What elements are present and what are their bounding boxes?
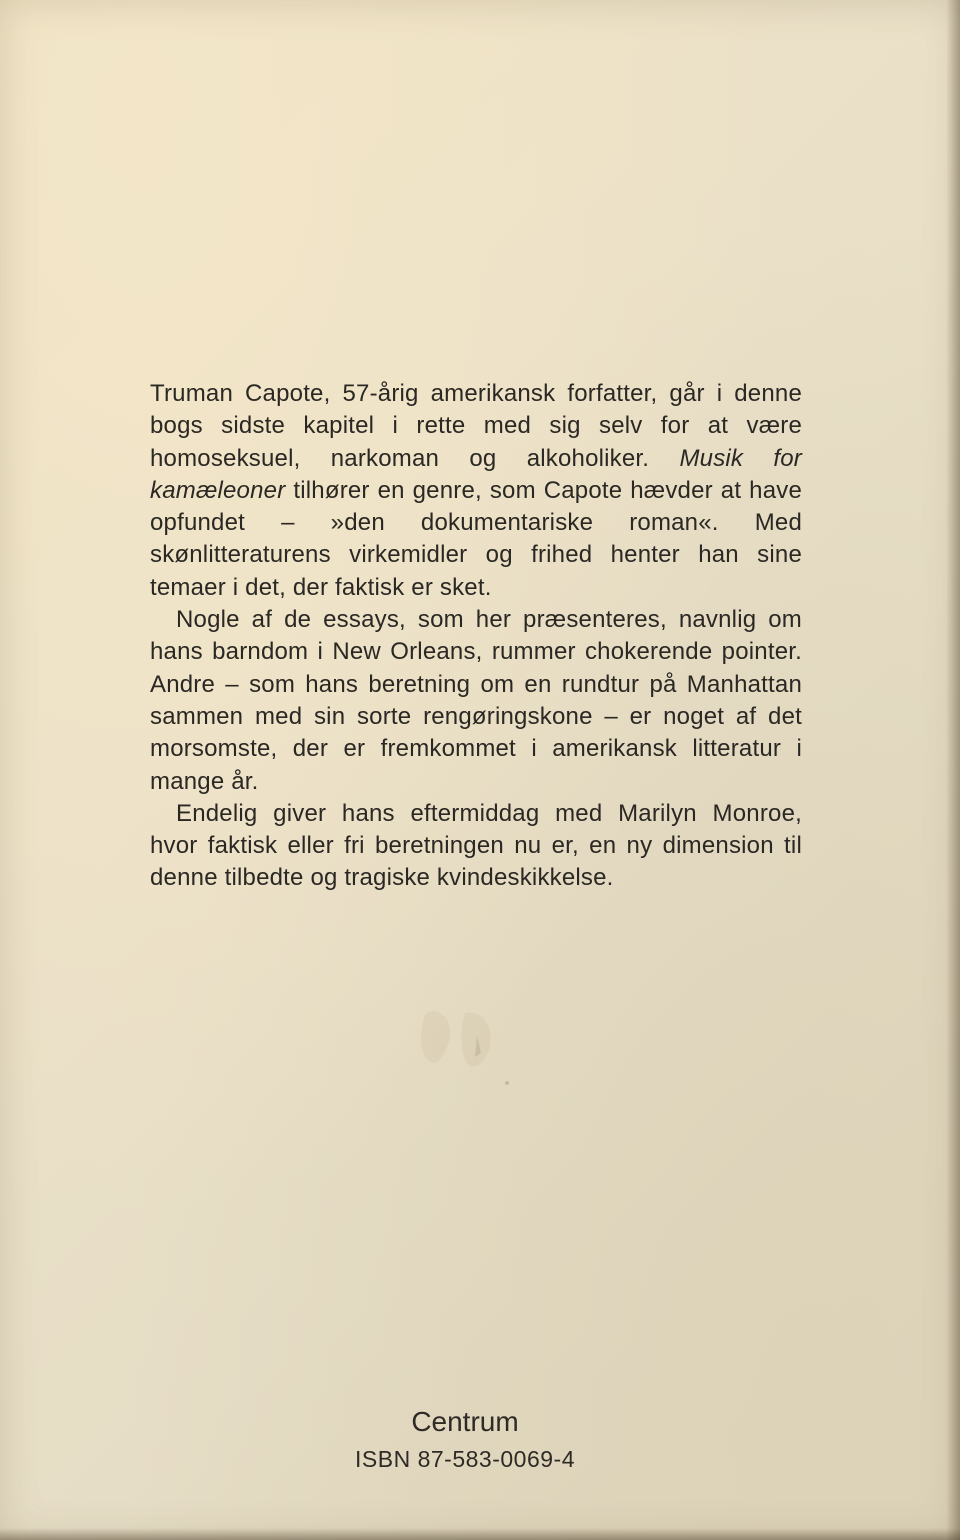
blurb-paragraph-1 (150, 378, 802, 604)
cover-edge-shadow-bottom (0, 1528, 960, 1540)
blurb-text (150, 378, 802, 895)
publisher-name: Centrum (411, 1406, 519, 1437)
cover-edge-shadow-right (946, 0, 960, 1540)
blurb-paragraph-2: Nogle af de essays, som her præsenteres, navnlig om hans barndom i New Orleans, rummer chokerende pointer. Andre – som hans beretning om en rundtur på Manhattan sammen med sin sorte rengøringskone – er noget af det morsomste, der er fremkommet i amerikansk litteratur i mange år. (150, 606, 802, 795)
blurb-p1-end: tilhører en genre, som Capote hævder at have opfundet – »den dokumentariske roman«. Med skønlitteraturens virkemidler og frihed henter han sine temaer i det, der faktisk er sket. (150, 476, 802, 601)
stain-mark (395, 995, 525, 1095)
blurb-p1-start: Truman Capote, 57-årig amerikansk forfatter, går i denne bogs sidste kapitel i rette med sig selv for at være homoseksuel, narkoman og alkoholiker. (150, 380, 802, 472)
book-title-italic: Musik for kamæleoner (150, 444, 803, 504)
blurb-paragraph-3: Endelig giver hans eftermiddag med Marilyn Monroe, hvor faktisk eller fri beretningen nu er, en ny dimension til denne tilbedte og tragiske kvindeskikkelse. (150, 799, 802, 892)
isbn-number: ISBN 87-583-0069-4 (355, 1446, 575, 1472)
